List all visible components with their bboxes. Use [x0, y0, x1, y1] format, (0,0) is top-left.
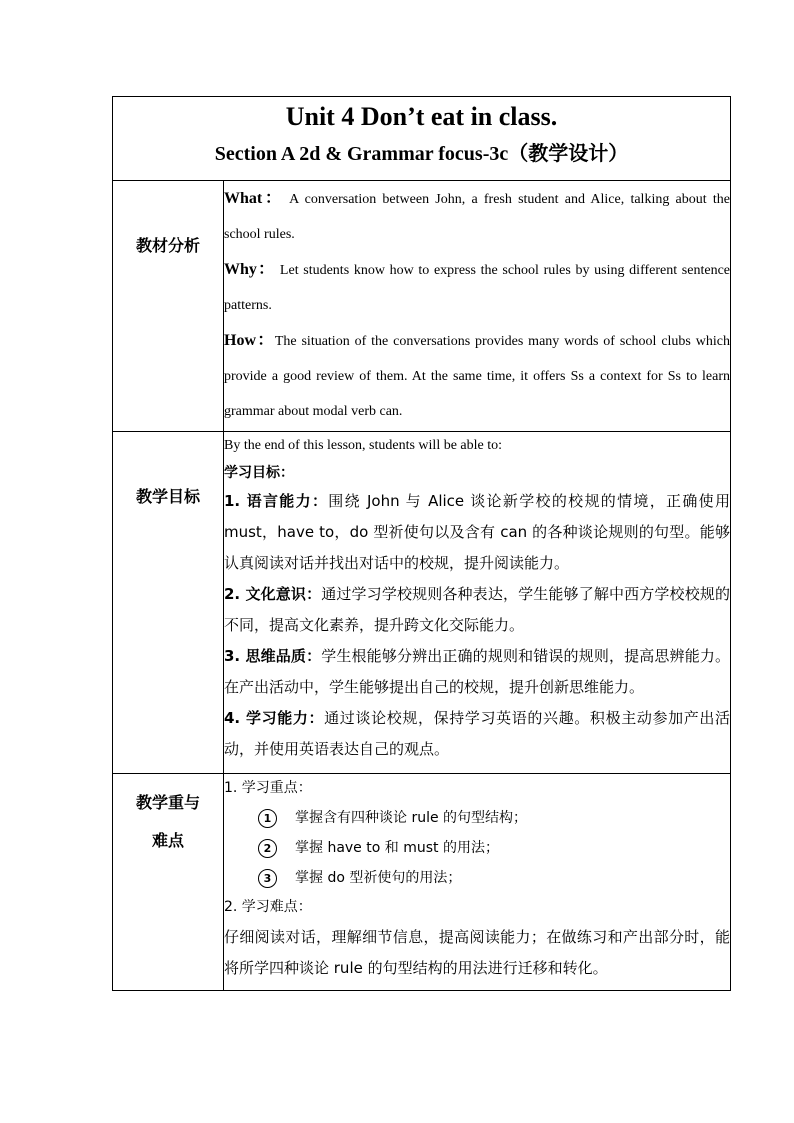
- what-paragraph: [224, 181, 730, 252]
- objective-item: 3. 思维品质：学生根能够分辨出正确的规则和错误的规则，提高思辨能力。在产出活动中，学生能够提出自己的校规，提升创新思维能力。: [224, 647, 730, 696]
- lesson-plan-table: [112, 96, 731, 991]
- how-text: The situation of the conversations provides many words of school clubs which provide a good review of them. At the same time, it offers Ss a context for Ss to learn grammar about modal verb can.: [224, 334, 730, 419]
- objective-item: 4. 学习能力：通过谈论校规，保持学习英语的兴趣。积极主动参加产出活动，并使用英语表达自己的观点。: [224, 709, 731, 758]
- keypoints-content: [224, 774, 731, 991]
- focus-item: 3 掌握 do 型祈使句的用法；: [224, 863, 730, 893]
- focus-item: 1 掌握含有四种谈论 rule 的句型结构；: [224, 803, 730, 833]
- why-paragraph: [224, 252, 730, 323]
- what-heading: What：: [224, 190, 284, 207]
- title-row: [113, 97, 731, 181]
- why-text: Let students know how to express the school rules by using different sentence patterns.: [224, 263, 730, 313]
- how-heading: How：: [224, 332, 275, 349]
- circled-number-icon: 2: [258, 839, 277, 858]
- analysis-label: 教材分析: [135, 236, 200, 255]
- objectives-label-cell: [113, 432, 224, 774]
- keypoints-label-line2: 难点: [151, 831, 184, 850]
- objectives-label: 教学目标: [135, 487, 200, 506]
- objectives-content: [224, 432, 731, 774]
- keypoints-label-cell: [113, 774, 224, 991]
- document-subtitle: Section A 2d & Grammar focus-3c（教学设计）: [214, 143, 629, 165]
- circled-number-icon: 1: [258, 809, 277, 828]
- analysis-content: [224, 181, 731, 432]
- difficulty-heading: 2. 学习难点：: [224, 899, 312, 915]
- keypoints-row: [113, 774, 731, 991]
- objectives-intro: By the end of this lesson, students will be able to:: [224, 438, 503, 453]
- objective-item: 2. 文化意识：通过学习学校规则各种表达，学生能够了解中西方学校校规的不同，提高文化素养，提升跨文化交际能力。: [224, 585, 730, 634]
- keypoints-label-line1: 教学重与: [135, 793, 200, 812]
- analysis-row: [113, 181, 731, 432]
- document-title: Unit 4 Don’t eat in class.: [285, 102, 558, 131]
- difficulty-text: 仔细阅读对话，理解细节信息，提高阅读能力；在做练习和产出部分时，能将所学四种谈论 rule 的句型结构的用法进行迁移和转化。: [224, 928, 730, 977]
- objectives-heading: 学习目标：: [224, 465, 294, 481]
- what-text: A conversation between John, a fresh student and Alice, talking about the school rules.: [224, 192, 730, 242]
- circled-number-icon: 3: [258, 869, 277, 888]
- focus-item: 2 掌握 have to 和 must 的用法；: [224, 833, 730, 863]
- title-cell: [113, 97, 731, 181]
- objectives-row: [113, 432, 731, 774]
- why-heading: Why：: [224, 261, 276, 278]
- focus-heading: 1. 学习重点：: [224, 780, 312, 796]
- analysis-label-cell: [113, 181, 224, 432]
- objective-item: 1. 语言能力：围绕 John 与 Alice 谈论新学校的校规的情境，正确使用 must，have to，do 型祈使句以及含有 can 的各种谈论规则的句型。能够认真阅读对话并找出对话中的校规，提升阅读能力。: [224, 492, 730, 572]
- how-paragraph: [224, 323, 730, 429]
